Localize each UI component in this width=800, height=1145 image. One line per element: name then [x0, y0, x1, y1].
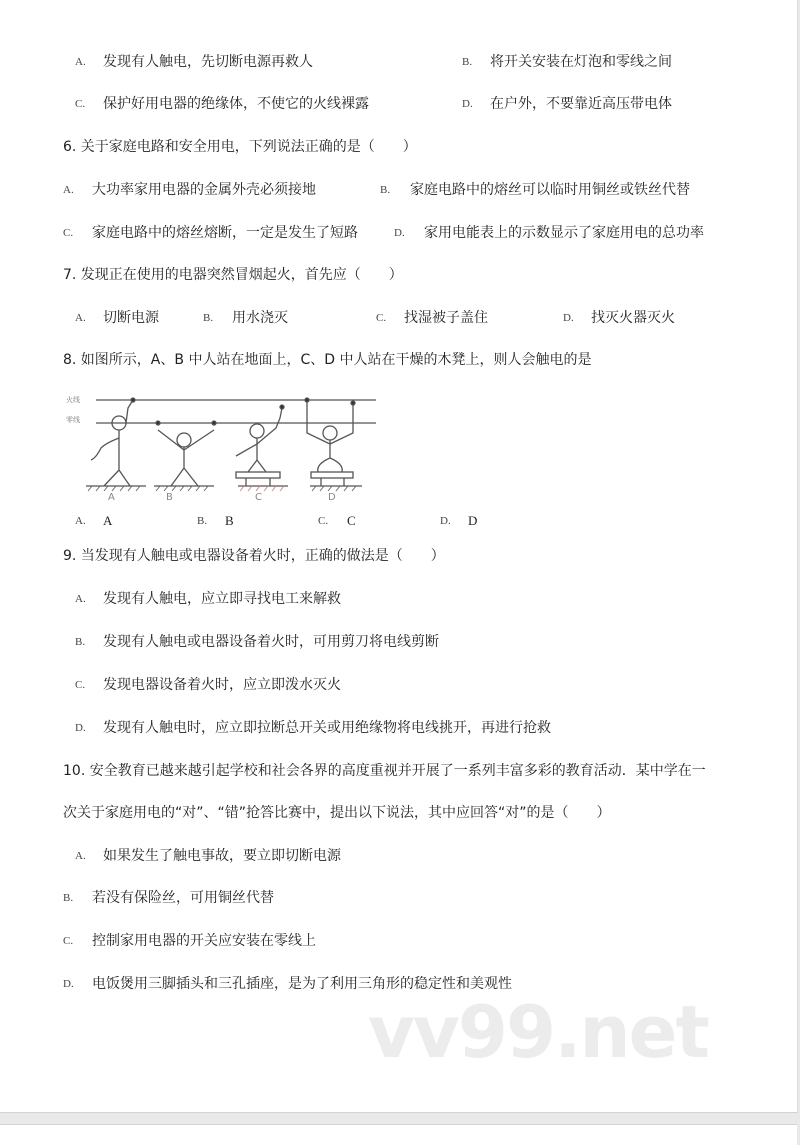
option-text: 电饭煲用三脚插头和三孔插座，是为了利用三角形的稳定性和美观性 [92, 976, 512, 992]
watermark: vv99.net [368, 990, 708, 1074]
option-label: D. [63, 978, 74, 990]
option-text: 控制家用电器的开关应安装在零线上 [92, 933, 316, 949]
option-label: D. [440, 515, 451, 527]
option-text: 大功率家用电器的金属外壳必须接地 [92, 182, 316, 198]
option-label: A. [63, 184, 74, 196]
option-label: C. [63, 227, 74, 239]
option-text: 若没有保险丝，可用铜丝代替 [92, 890, 274, 906]
option-text: 找灭火器灭火 [591, 310, 675, 326]
option-label: C. [63, 935, 74, 947]
option-label: B. [63, 892, 74, 904]
option-text: 发现电器设备着火时，应立即泼水灭火 [103, 677, 341, 693]
option-text: 发现有人触电或电器设备着火时，可用剪刀将电线剪断 [103, 634, 439, 650]
question-stem: 7. 发现正在使用的电器突然冒烟起火，首先应（ ） [63, 267, 403, 283]
electric-shock-figure [66, 388, 386, 500]
question-stem: 10. 安全教育已越来越引起学校和社会各界的高度重视并开展了一系列丰富多彩的教育活动．某中学在一 [63, 763, 706, 779]
option-label: D. [462, 98, 473, 110]
option-text: B [225, 513, 234, 528]
option-text: 找湿被子盖住 [404, 310, 488, 326]
option-text: 家庭电路中的熔丝熔断，一定是发生了短路 [92, 225, 358, 241]
option-text: 发现有人触电，先切断电源再救人 [103, 54, 313, 70]
option-text: 家庭电路中的熔丝可以临时用铜丝或铁丝代替 [410, 182, 690, 198]
option-text: 在户外，不要靠近高压带电体 [490, 96, 672, 112]
figure-label-c: C [255, 492, 262, 500]
option-label: D. [563, 312, 574, 324]
option-text: C [347, 513, 356, 528]
question-stem: 9. 当发现有人触电或电器设备着火时，正确的做法是（ ） [63, 548, 445, 564]
option-label: A. [75, 593, 86, 605]
live-wire-label: 火线 [66, 396, 80, 404]
figure-label-a: A [108, 492, 115, 500]
next-page [0, 1124, 797, 1145]
option-label: B. [203, 312, 214, 324]
option-label: C. [75, 98, 86, 110]
option-text: 用水浇灭 [232, 310, 288, 326]
option-label: A. [75, 515, 86, 527]
option-label: A. [75, 312, 86, 324]
option-text: 发现有人触电，应立即寻找电工来解救 [103, 591, 341, 607]
option-label: B. [75, 636, 86, 648]
neutral-wire-label: 零线 [66, 416, 80, 424]
option-label: B. [380, 184, 391, 196]
figure-label-b: B [166, 492, 173, 500]
option-text: 将开关安装在灯泡和零线之间 [490, 54, 672, 70]
question-stem-continued: 次关于家庭用电的“对”、“错”抢答比赛中，提出以下说法，其中应回答“对”的是（ ） [63, 805, 611, 821]
option-text: 如果发生了触电事故，要立即切断电源 [103, 848, 341, 864]
option-text: D [468, 513, 478, 528]
question-stem: 8. 如图所示，A、B 中人站在地面上，C、D 中人站在干燥的木凳上，则人会触电的是 [63, 352, 592, 368]
option-label: A. [75, 56, 86, 68]
option-label: C. [318, 515, 329, 527]
option-text: A [103, 513, 113, 528]
option-label: A. [75, 850, 86, 862]
option-label: D. [75, 722, 86, 734]
figure-label-d: D [328, 492, 336, 500]
person-b [154, 421, 216, 491]
option-label: B. [462, 56, 473, 68]
option-text: 发现有人触电时，应立即拉断总开关或用绝缘物将电线挑开，再进行抢救 [103, 720, 551, 736]
option-text: 保护好用电器的绝缘体，不使它的火线裸露 [103, 96, 369, 112]
option-text: 切断电源 [103, 310, 159, 326]
option-text: 家用电能表上的示数显示了家庭用电的总功率 [424, 225, 704, 241]
option-label: B. [197, 515, 208, 527]
option-label: C. [376, 312, 387, 324]
option-label: D. [394, 227, 405, 239]
option-label: C. [75, 679, 86, 691]
question-stem: 6. 关于家庭电路和安全用电，下列说法正确的是（ ） [63, 139, 417, 155]
person-a [86, 398, 146, 491]
person-d [305, 398, 362, 491]
person-c [236, 405, 288, 491]
